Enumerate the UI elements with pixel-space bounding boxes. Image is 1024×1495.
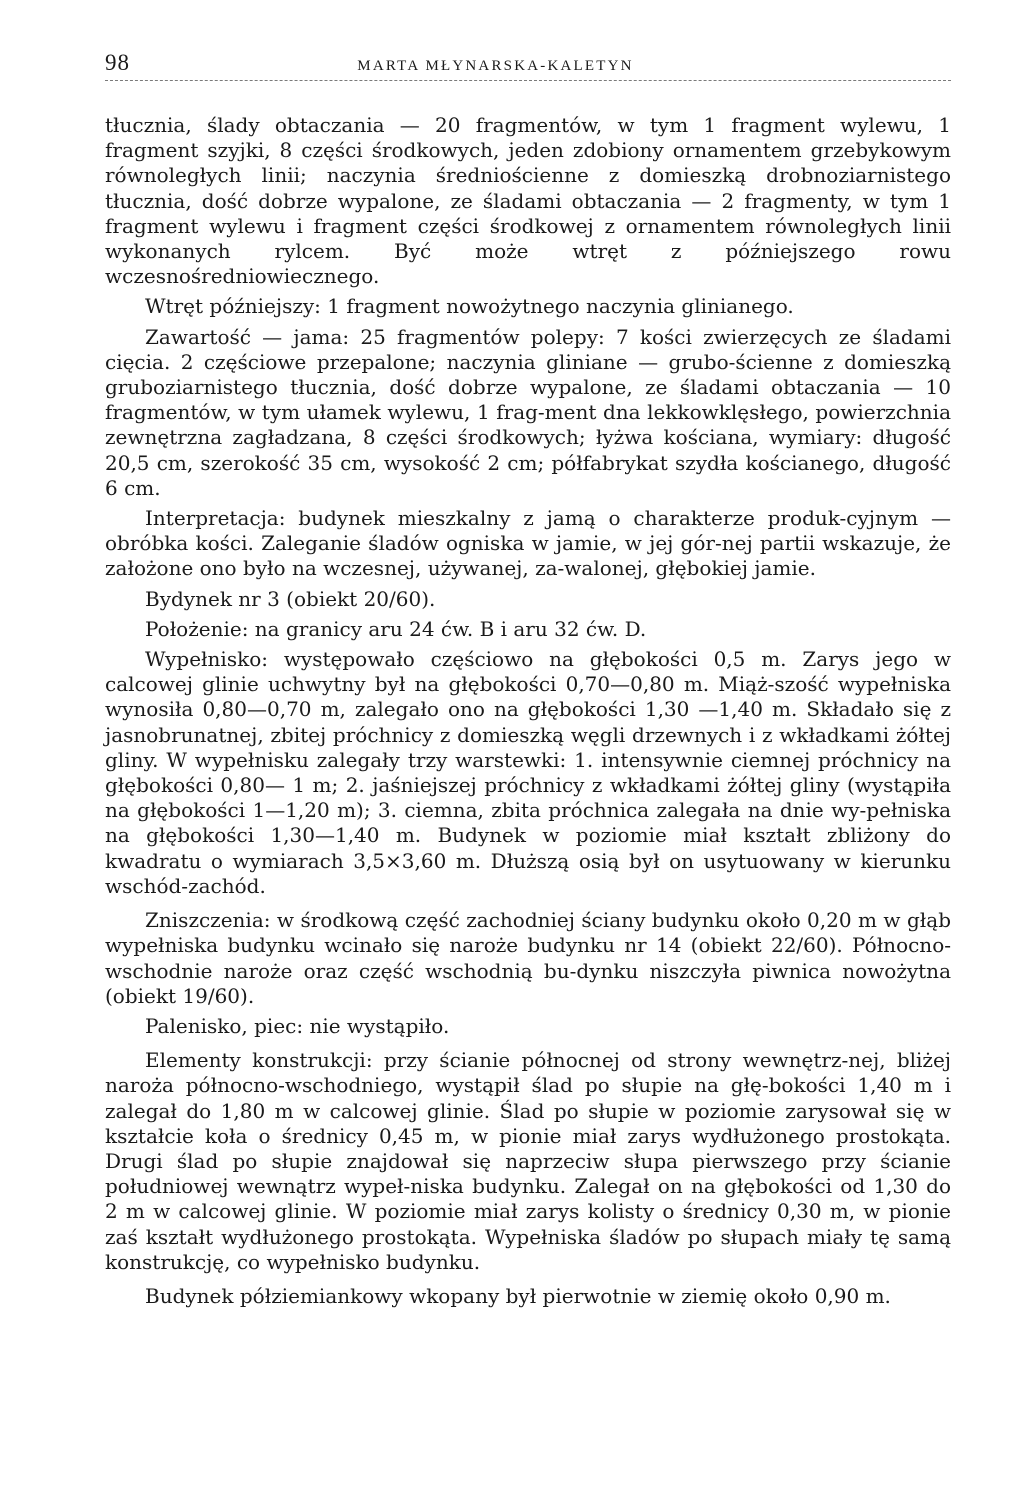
paragraph-construction: Elementy konstrukcji: przy ścianie północnej od strony wewnętrz-nej, bliżej naroża północno-wschodniego, wystąpił ślad po słupie na głę-bokości 1,40 m i zalegał do 1,80 m w calcowej glinie. Ślad po słupie w poziomie zarysował się w kształcie koła o średnicy 0,45 m, w pionie miał zarys wydłużonego prostokąta. Drugi ślad po słupie znajdował się naprzeciw słupa pierwszego przy ścianie południowej wewnątrz wypeł-niska budynku. Zalegał on na głębokości od 1,30 do 2 m w calcowej glinie. W poziomie miał zarys kolisty o średnicy 0,30 m, w pionie zaś kształt wydłużonego prostokąta. Wypełniska śladów po słupach miały tę samą konstrukcję, co wypełnisko budynku. [105,1048,951,1274]
page [105,40,951,1314]
running-head [105,40,951,81]
paragraph-contents: Zawartość — jama: 25 fragmentów polepy: 7 kości zwierzęcych ze śladami cięcia. 2 częściowe przepalone; naczynia gliniane — grubo-ścienne z domieszką gruboziarnistego tłucznia, dość dobrze wypalone, ze śladami obtaczania — 10 fragmentów, w tym ułamek wylewu, 1 frag-ment dna lekkowklęsłego, powierzchnia zewnętrzna zagładzana, 8 części środkowych; łyżwa kościana, wymiary: długość 20,5 cm, szerokość 35 cm, wysokość 2 cm; półfabrykat szydła kościanego, długość 6 cm. [105,324,951,500]
paragraph-intrusion: Wtręt późniejszy: 1 fragment nowożytnego naczynia glinianego. [145,294,794,319]
running-title: MARTA MŁYNARSKA-KALETYN [357,58,634,74]
paragraph-fill: Wypełnisko: występowało częściowo na głębokości 0,5 m. Zarys jego w calcowej glinie uchwytny był na głębokości 0,70—0,80 m. Miąż-szość wypełniska wynosiła 0,80—0,70 m, zalegało ono na głębokości 1,30 —1,40 m. Składało się z jasnobrunatnej, zbitej próchnicy z domieszką węgli drzewnych i z wkładkami żółtej gliny. W wypełnisku zalegały trzy warstewki: 1. intensywnie ciemnej próchnicy na głębokości 0,80— 1 m; 2. jaśniejszej próchnicy z wkładkami żółtej gliny (wystąpiła na głębokości 1—1,20 m); 3. ciemna, zbita próchnica zalegała na dnie wy-pełniska na głębokości 1,30—1,40 m. Budynek w poziomie miał kształt zbliżony do kwadratu o wymiarach 3,5×3,60 m. Dłuższą osią był on usytuowany w kierunku wschód-zachód. [105,647,951,898]
paragraph-destruction: Zniszczenia: w środkową część zachodniej ściany budynku około 0,20 m w głąb wypełniska budynku wcinało się naroże budynku nr 14 (obiekt 22/60). Północno-wschodnie naroże oraz część wschodnią bu-dynku niszczyła piwnica nowożytna (obiekt 19/60). [105,908,951,1008]
paragraph-location: Położenie: na granicy aru 24 ćw. B i aru 32 ćw. D. [145,616,647,641]
paragraph-building-heading: Bydynek nr 3 (obiekt 20/60). [145,586,436,611]
body-text [105,113,951,1309]
paragraph-summary: Budynek półziemiankowy wkopany był pierwotnie w ziemię około 0,90 m. [145,1283,891,1308]
paragraph-hearth: Palenisko, piec: nie wystąpiło. [145,1013,450,1038]
page-number: 98 [105,50,130,75]
paragraph-continuation: tłucznia, ślady obtaczania — 20 fragmentów, w tym 1 fragment wylewu, 1 fragment szyjki, 8 części środkowych, jeden zdobiony ornamentem grzebykowym równoległych linii; naczynia średniościenne z domieszką drobnoziarnistego tłucznia, dość dobrze wypalone, ze śladami obtaczania — 2 fragmenty, w tym 1 fragment wylewu i fragment części środkowej z ornamentem równoległych linii wykonanych rylcem. Być może wtręt z późniejszego rowu wczesnośredniowiecznego. [105,113,951,289]
paragraph-interpretation: Interpretacja: budynek mieszkalny z jamą o charakterze produk-cyjnym — obróbka kości. Zaleganie śladów ogniska w jamie, w jej gór-nej partii wskazuje, że założone ono było na wczesnej, używanej, za-walonej, głębokiej jamie. [105,506,951,581]
